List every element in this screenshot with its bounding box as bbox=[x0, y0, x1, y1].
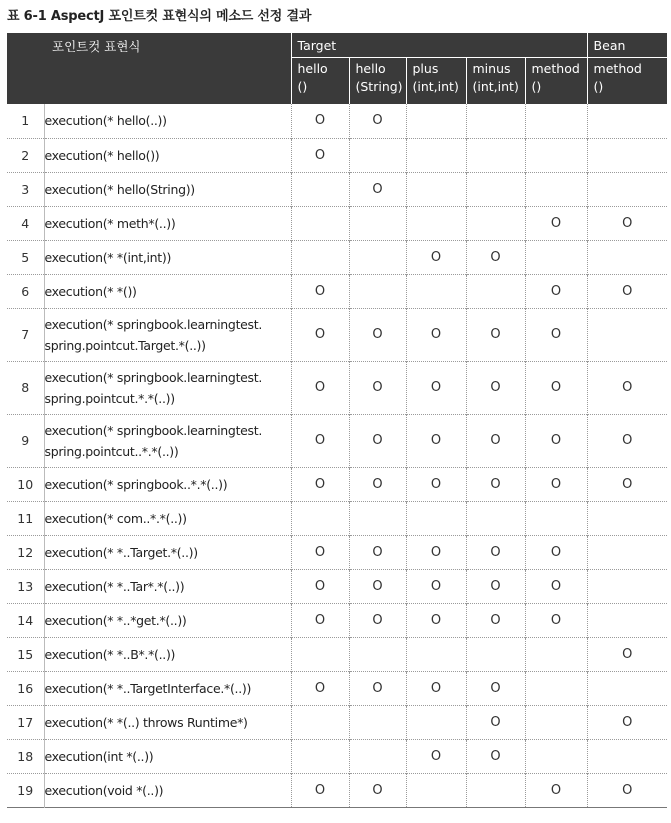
pointcut-expression bbox=[44, 671, 291, 705]
match-cell bbox=[349, 501, 406, 535]
match-cell bbox=[349, 671, 406, 705]
header-group-target: Target bbox=[291, 33, 587, 58]
match-cell bbox=[587, 104, 667, 138]
match-cell bbox=[406, 206, 466, 240]
match-cell bbox=[525, 637, 587, 671]
match-cell bbox=[466, 569, 525, 603]
match-cell bbox=[466, 671, 525, 705]
match-mark: O bbox=[372, 181, 383, 197]
match-cell bbox=[349, 240, 406, 274]
match-mark: O bbox=[430, 612, 442, 628]
row-number: 12 bbox=[17, 544, 34, 560]
expression-line: execution(* springbook.learningtest. bbox=[44, 369, 263, 385]
match-cell bbox=[525, 671, 587, 705]
match-cell bbox=[587, 671, 667, 705]
expression-line: execution(int *(..)) bbox=[44, 748, 154, 764]
match-cell bbox=[525, 138, 587, 172]
match-cell bbox=[349, 172, 406, 206]
expression-line: execution(* meth*(..)) bbox=[44, 215, 176, 231]
match-cell bbox=[291, 308, 349, 361]
match-cell bbox=[587, 206, 667, 240]
match-cell bbox=[466, 739, 525, 773]
match-mark: O bbox=[622, 646, 633, 662]
match-cell bbox=[525, 535, 587, 569]
match-mark: O bbox=[430, 748, 442, 764]
match-cell bbox=[406, 240, 466, 274]
match-mark: O bbox=[430, 433, 442, 448]
match-cell bbox=[406, 361, 466, 414]
row-number: 1 bbox=[21, 113, 30, 129]
match-mark: O bbox=[490, 612, 501, 628]
row-number: 7 bbox=[21, 327, 30, 342]
pointcut-expression bbox=[44, 501, 291, 535]
expression-line: execution(* *..Tar*.*(..)) bbox=[44, 578, 185, 594]
match-mark: O bbox=[372, 680, 383, 696]
expression-line: spring.pointcut.*.*(..)) bbox=[44, 390, 175, 406]
match-cell bbox=[349, 569, 406, 603]
match-mark: O bbox=[314, 612, 326, 628]
table-row bbox=[7, 206, 667, 240]
match-cell bbox=[587, 467, 667, 501]
match-cell bbox=[406, 172, 466, 206]
expression-line: execution(* springbook.learningtest. bbox=[44, 422, 263, 438]
table-row bbox=[7, 671, 667, 705]
match-cell bbox=[406, 739, 466, 773]
match-cell bbox=[525, 414, 587, 467]
match-cell bbox=[525, 739, 587, 773]
row-number: 2 bbox=[21, 147, 30, 163]
match-mark: O bbox=[314, 578, 326, 594]
expression-line: execution(* *..*get.*(..)) bbox=[44, 612, 187, 628]
match-mark: O bbox=[372, 113, 383, 129]
table-row bbox=[7, 274, 667, 308]
match-cell bbox=[466, 308, 525, 361]
expression-line: execution(* hello()) bbox=[44, 147, 160, 163]
match-cell bbox=[525, 308, 587, 361]
header-hello: hello () bbox=[291, 58, 349, 105]
match-mark: O bbox=[550, 476, 562, 492]
match-cell bbox=[291, 603, 349, 637]
match-cell bbox=[349, 773, 406, 807]
match-cell bbox=[587, 603, 667, 637]
match-cell bbox=[349, 414, 406, 467]
match-cell bbox=[349, 705, 406, 739]
match-cell bbox=[587, 361, 667, 414]
match-cell bbox=[291, 206, 349, 240]
match-cell bbox=[466, 172, 525, 206]
match-cell bbox=[525, 501, 587, 535]
match-cell bbox=[406, 104, 466, 138]
expression-line: execution(* *(int,int)) bbox=[44, 249, 172, 265]
row-number: 15 bbox=[17, 646, 34, 662]
row-number: 11 bbox=[17, 510, 34, 526]
match-mark: O bbox=[430, 380, 442, 395]
match-cell bbox=[406, 773, 466, 807]
match-mark: O bbox=[490, 680, 501, 696]
pointcut-expression bbox=[44, 773, 291, 807]
pointcut-expression bbox=[44, 104, 291, 138]
match-cell bbox=[466, 240, 525, 274]
match-cell bbox=[525, 603, 587, 637]
table-row bbox=[7, 637, 667, 671]
match-cell bbox=[587, 240, 667, 274]
match-mark: O bbox=[550, 327, 562, 342]
expression-line: spring.pointcut..*.*(..)) bbox=[44, 443, 179, 459]
expression-line: execution(* *..Target.*(..)) bbox=[44, 544, 198, 560]
match-cell bbox=[587, 569, 667, 603]
row-number: 17 bbox=[17, 714, 34, 730]
match-mark: O bbox=[372, 544, 383, 560]
match-cell bbox=[466, 206, 525, 240]
match-cell bbox=[406, 671, 466, 705]
match-cell bbox=[466, 637, 525, 671]
pointcut-expression bbox=[44, 603, 291, 637]
match-cell bbox=[406, 535, 466, 569]
pointcut-expression bbox=[44, 240, 291, 274]
table-row bbox=[7, 172, 667, 206]
match-cell bbox=[525, 206, 587, 240]
expression-line: execution(* hello(String)) bbox=[44, 181, 195, 197]
match-mark: O bbox=[622, 433, 633, 448]
match-cell bbox=[349, 535, 406, 569]
match-cell bbox=[291, 671, 349, 705]
match-cell bbox=[349, 138, 406, 172]
table-row bbox=[7, 773, 667, 807]
match-cell bbox=[587, 414, 667, 467]
match-cell bbox=[466, 603, 525, 637]
row-number: 16 bbox=[17, 680, 34, 696]
table-row bbox=[7, 308, 667, 361]
match-cell bbox=[525, 240, 587, 274]
match-mark: O bbox=[430, 578, 442, 594]
match-cell bbox=[525, 773, 587, 807]
row-number: 19 bbox=[17, 782, 34, 798]
pointcut-expression bbox=[44, 274, 291, 308]
match-mark: O bbox=[430, 476, 442, 492]
match-cell bbox=[587, 138, 667, 172]
row-number: 4 bbox=[21, 215, 30, 231]
pointcut-expression bbox=[44, 569, 291, 603]
row-number: 9 bbox=[21, 433, 30, 448]
match-cell bbox=[525, 569, 587, 603]
match-cell bbox=[291, 274, 349, 308]
table-row bbox=[7, 361, 667, 414]
match-cell bbox=[466, 535, 525, 569]
match-mark: O bbox=[314, 327, 326, 342]
match-cell bbox=[291, 467, 349, 501]
pointcut-expression bbox=[44, 705, 291, 739]
row-number: 8 bbox=[21, 380, 30, 395]
match-cell bbox=[406, 274, 466, 308]
match-cell bbox=[466, 501, 525, 535]
match-mark: O bbox=[314, 147, 326, 163]
match-mark: O bbox=[490, 249, 501, 265]
match-cell bbox=[406, 637, 466, 671]
header-bean-method: method () bbox=[587, 58, 667, 105]
expression-line: execution(void *(..)) bbox=[44, 782, 164, 798]
match-cell bbox=[587, 773, 667, 807]
header-group-bean: Bean bbox=[587, 33, 667, 58]
match-mark: O bbox=[314, 283, 326, 299]
match-cell bbox=[349, 361, 406, 414]
match-mark: O bbox=[372, 433, 383, 448]
match-cell bbox=[406, 603, 466, 637]
table-row bbox=[7, 414, 667, 467]
header-expression: 포인트컷 표현식 bbox=[44, 33, 291, 104]
match-mark: O bbox=[622, 215, 633, 231]
match-mark: O bbox=[430, 544, 442, 560]
table-row bbox=[7, 501, 667, 535]
match-mark: O bbox=[490, 476, 501, 492]
match-cell bbox=[291, 637, 349, 671]
pointcut-expression bbox=[44, 739, 291, 773]
match-cell bbox=[587, 637, 667, 671]
match-mark: O bbox=[372, 476, 383, 492]
pointcut-expression bbox=[44, 206, 291, 240]
match-mark: O bbox=[550, 283, 562, 299]
match-mark: O bbox=[490, 748, 501, 764]
pointcut-expression bbox=[44, 361, 291, 414]
match-mark: O bbox=[550, 612, 562, 628]
match-cell bbox=[406, 705, 466, 739]
match-cell bbox=[406, 467, 466, 501]
match-mark: O bbox=[550, 544, 562, 560]
match-cell bbox=[349, 603, 406, 637]
row-number: 6 bbox=[21, 283, 30, 299]
table-row bbox=[7, 705, 667, 739]
table-caption: 표 6-1 AspectJ 포인트컷 표현식의 메소드 선정 결과 bbox=[7, 9, 312, 24]
match-cell bbox=[291, 240, 349, 274]
match-cell bbox=[466, 274, 525, 308]
match-cell bbox=[291, 361, 349, 414]
match-cell bbox=[291, 138, 349, 172]
match-mark: O bbox=[314, 433, 326, 448]
match-cell bbox=[466, 361, 525, 414]
row-number: 18 bbox=[17, 748, 34, 764]
match-mark: O bbox=[314, 680, 326, 696]
match-cell bbox=[349, 467, 406, 501]
match-mark: O bbox=[490, 714, 501, 730]
match-cell bbox=[406, 501, 466, 535]
expression-line: execution(* springbook..*.*(..)) bbox=[44, 476, 228, 492]
pointcut-expression bbox=[44, 172, 291, 206]
match-cell bbox=[466, 414, 525, 467]
match-mark: O bbox=[430, 327, 442, 342]
match-mark: O bbox=[490, 380, 501, 395]
expression-line: spring.pointcut.Target.*(..)) bbox=[44, 337, 206, 353]
match-cell bbox=[466, 773, 525, 807]
match-cell bbox=[406, 138, 466, 172]
header-target-method: method () bbox=[525, 58, 587, 105]
match-cell bbox=[406, 308, 466, 361]
match-cell bbox=[349, 206, 406, 240]
match-mark: O bbox=[550, 215, 562, 231]
expression-line: execution(* *(..) throws Runtime*) bbox=[44, 714, 248, 730]
expression-line: execution(* *..B*.*(..)) bbox=[44, 646, 176, 662]
pointcut-table bbox=[7, 33, 667, 808]
match-mark: O bbox=[622, 283, 633, 299]
match-cell bbox=[291, 414, 349, 467]
pointcut-expression bbox=[44, 467, 291, 501]
match-mark: O bbox=[622, 714, 633, 730]
match-mark: O bbox=[490, 578, 501, 594]
match-cell bbox=[587, 172, 667, 206]
table-row bbox=[7, 603, 667, 637]
match-cell bbox=[406, 414, 466, 467]
header-no bbox=[7, 33, 44, 104]
match-cell bbox=[466, 467, 525, 501]
table-row bbox=[7, 739, 667, 773]
table-row bbox=[7, 535, 667, 569]
row-number: 14 bbox=[17, 612, 34, 628]
match-cell bbox=[349, 104, 406, 138]
match-cell bbox=[587, 501, 667, 535]
match-cell bbox=[587, 535, 667, 569]
match-cell bbox=[525, 172, 587, 206]
match-mark: O bbox=[314, 476, 326, 492]
row-number: 13 bbox=[17, 578, 34, 594]
match-cell bbox=[587, 274, 667, 308]
match-cell bbox=[587, 705, 667, 739]
header-hello-string: hello (String) bbox=[349, 58, 406, 105]
match-cell bbox=[291, 535, 349, 569]
match-cell bbox=[525, 274, 587, 308]
match-mark: O bbox=[490, 433, 501, 448]
match-cell bbox=[349, 308, 406, 361]
match-mark: O bbox=[314, 544, 326, 560]
match-mark: O bbox=[314, 113, 326, 129]
match-cell bbox=[291, 705, 349, 739]
match-cell bbox=[525, 467, 587, 501]
match-cell bbox=[291, 501, 349, 535]
match-mark: O bbox=[490, 327, 501, 342]
expression-line: execution(* com..*.*(..)) bbox=[44, 510, 187, 526]
match-cell bbox=[525, 104, 587, 138]
match-cell bbox=[587, 308, 667, 361]
row-number: 3 bbox=[21, 181, 30, 197]
match-cell bbox=[291, 739, 349, 773]
expression-line: execution(* hello(..)) bbox=[44, 113, 167, 129]
match-mark: O bbox=[372, 782, 383, 798]
match-mark: O bbox=[372, 327, 383, 342]
match-cell bbox=[587, 739, 667, 773]
match-mark: O bbox=[622, 380, 633, 395]
row-number: 10 bbox=[17, 476, 34, 492]
expression-line: execution(* springbook.learningtest. bbox=[44, 316, 263, 332]
match-mark: O bbox=[314, 380, 326, 395]
header-plus: plus (int,int) bbox=[406, 58, 466, 105]
match-cell bbox=[349, 274, 406, 308]
expression-line: execution(* *()) bbox=[44, 283, 137, 299]
pointcut-expression bbox=[44, 535, 291, 569]
table-row bbox=[7, 138, 667, 172]
match-mark: O bbox=[430, 249, 442, 265]
table-row bbox=[7, 467, 667, 501]
match-mark: O bbox=[550, 380, 562, 395]
match-mark: O bbox=[372, 612, 383, 628]
match-mark: O bbox=[622, 782, 633, 798]
match-mark: O bbox=[430, 680, 442, 696]
match-mark: O bbox=[622, 476, 633, 492]
header-row-group bbox=[7, 33, 667, 58]
match-cell bbox=[291, 104, 349, 138]
match-cell bbox=[406, 569, 466, 603]
match-cell bbox=[525, 361, 587, 414]
match-mark: O bbox=[550, 433, 562, 448]
match-mark: O bbox=[372, 578, 383, 594]
table-row bbox=[7, 240, 667, 274]
match-cell bbox=[466, 705, 525, 739]
match-cell bbox=[291, 172, 349, 206]
header-minus: minus (int,int) bbox=[466, 58, 525, 105]
pointcut-expression bbox=[44, 414, 291, 467]
pointcut-expression bbox=[44, 308, 291, 361]
table-row bbox=[7, 569, 667, 603]
match-cell bbox=[525, 705, 587, 739]
match-mark: O bbox=[550, 782, 562, 798]
match-mark: O bbox=[372, 380, 383, 395]
expression-line: execution(* *..TargetInterface.*(..)) bbox=[44, 680, 252, 696]
table-row bbox=[7, 104, 667, 138]
match-mark: O bbox=[490, 544, 501, 560]
match-cell bbox=[349, 637, 406, 671]
match-cell bbox=[291, 773, 349, 807]
match-cell bbox=[466, 138, 525, 172]
match-mark: O bbox=[314, 782, 326, 798]
pointcut-expression bbox=[44, 637, 291, 671]
match-mark: O bbox=[550, 578, 562, 594]
row-number: 5 bbox=[21, 249, 30, 265]
match-cell bbox=[349, 739, 406, 773]
match-cell bbox=[466, 104, 525, 138]
pointcut-expression bbox=[44, 138, 291, 172]
match-cell bbox=[291, 569, 349, 603]
